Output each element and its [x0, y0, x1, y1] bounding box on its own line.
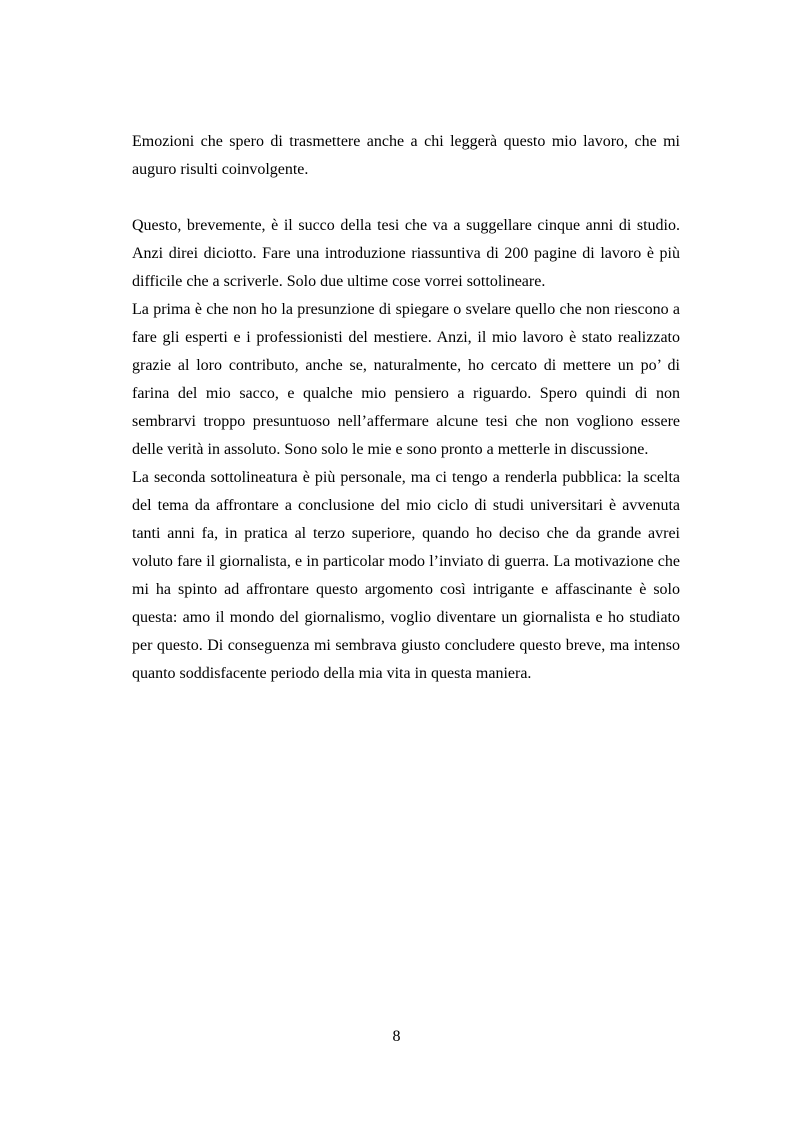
paragraph-seconda-sottolineatura: La seconda sottolineatura è più personale, ma ci tengo a renderla pubblica: la scelta del tema da affrontare a conclusione del mio ciclo di studi universitari è avvenuta tanti anni fa, in pratica al terzo superiore, quando ho deciso che da grande avrei voluto fare il giornalista, e in particolar modo l’inviato di guerra. La motivazione che mi ha spinto ad affrontare questo argomento così intrigante e affascinante è solo questa: amo il mondo del giornalismo, voglio diventare un giornalista e ho studiato per questo. Di conseguenza mi sembrava giusto concludere questo breve, ma intenso quanto soddisfacente periodo della mia vita in questa maniera.	[132, 469, 680, 682]
paragraph-succo-della-tesi: Questo, brevemente, è il succo della tesi che va a suggellare cinque anni di studio. Anzi direi diciotto. Fare una introduzione riassuntiva di 200 pagine di lavoro è più difficile che a scriverle. Solo due ultime cose vorrei sottolineare.	[132, 217, 680, 290]
paragraph-prima-sottolineatura: La prima è che non ho la presunzione di spiegare o svelare quello che non riescono a fare gli esperti e i professionisti del mestiere. Anzi, il mio lavoro è stato realizzato grazie al loro contributo, anche se, naturalmente, ho cercato di mettere un po’ di farina del mio sacco, e qualche mio pensiero a riguardo. Spero quindi di non sembrarvi troppo presuntuoso nell’affermare alcune tesi che non vogliono essere delle verità in assoluto. Sono solo le mie e sono pronto a metterle in discussione.	[132, 301, 680, 458]
page-number: 8	[392, 1028, 401, 1045]
paragraph-emozioni: Emozioni che spero di trasmettere anche a chi leggerà questo mio lavoro, che mi auguro risulti coinvolgente.	[132, 133, 680, 178]
